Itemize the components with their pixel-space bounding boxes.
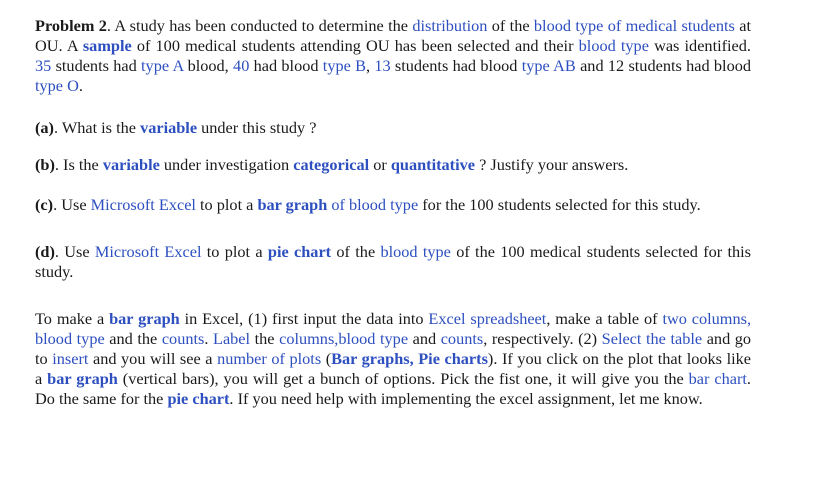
text: the bbox=[250, 329, 280, 348]
keyword: 13 bbox=[374, 56, 391, 75]
question-label: (c) bbox=[35, 195, 54, 214]
text: To make a bbox=[35, 309, 110, 328]
text: and the bbox=[104, 329, 162, 348]
keyword: bar graph bbox=[109, 309, 180, 328]
text: or bbox=[369, 155, 391, 174]
text: and bbox=[408, 329, 441, 348]
question-label: (a) bbox=[35, 118, 54, 137]
text: had blood bbox=[249, 56, 323, 75]
text: . Do the same for the bbox=[35, 369, 751, 408]
question-b bbox=[35, 155, 751, 175]
problem-statement bbox=[35, 16, 751, 96]
keyword: blood type of medical students bbox=[533, 16, 735, 35]
keyword: Microsoft Excel bbox=[94, 242, 202, 261]
keyword: number of plots bbox=[217, 349, 322, 368]
instructions-paragraph bbox=[35, 309, 751, 409]
keyword: bar graph bbox=[47, 369, 118, 388]
document-body bbox=[35, 16, 751, 409]
text: . Use bbox=[54, 242, 95, 261]
text: . A study has been conducted to determine the bbox=[106, 16, 413, 35]
text: and 12 students had blood bbox=[575, 56, 751, 75]
text: . bbox=[204, 329, 213, 348]
keyword: Excel spreadsheet bbox=[428, 309, 547, 328]
text: for the 100 students selected for this study. bbox=[418, 195, 701, 214]
keyword: counts bbox=[161, 329, 205, 348]
text: ). If you click on the plot that looks like a bbox=[35, 349, 751, 388]
text: . If you need help with implementing the excel assignment, let me know. bbox=[229, 389, 703, 408]
text: ( bbox=[321, 349, 332, 368]
keyword: pie chart bbox=[167, 389, 230, 408]
text: to plot a bbox=[201, 242, 268, 261]
text: (vertical bars), you will get a bunch of options. Pick the fist one, it will give you the bbox=[117, 369, 689, 388]
keyword: distribution bbox=[412, 16, 488, 35]
question-label: (b) bbox=[35, 155, 55, 174]
keyword: type A bbox=[141, 56, 184, 75]
keyword: counts bbox=[440, 329, 484, 348]
keyword: Label bbox=[213, 329, 251, 348]
keyword: insert bbox=[52, 349, 89, 368]
keyword: bar chart bbox=[688, 369, 747, 388]
text: and you will see a bbox=[88, 349, 218, 368]
text: to plot a bbox=[195, 195, 258, 214]
keyword: quantitative bbox=[390, 155, 475, 174]
text: under investigation bbox=[159, 155, 294, 174]
question-d bbox=[35, 242, 751, 282]
text: of the bbox=[487, 16, 534, 35]
keyword: 35 bbox=[35, 56, 52, 75]
text: . bbox=[78, 76, 83, 95]
keyword: pie chart bbox=[267, 242, 332, 261]
text: . What is the bbox=[53, 118, 141, 137]
text: , make a table of bbox=[546, 309, 663, 328]
text: , bbox=[365, 56, 375, 75]
keyword: 40 bbox=[233, 56, 250, 75]
text: in Excel, (1) first input the data into bbox=[179, 309, 429, 328]
question-label: (d) bbox=[35, 242, 55, 261]
keyword: categorical bbox=[293, 155, 370, 174]
text: of the bbox=[331, 242, 381, 261]
text: , respectively. (2) bbox=[483, 329, 602, 348]
question-a bbox=[35, 118, 751, 138]
keyword: blood type bbox=[578, 36, 649, 55]
problem-label: Problem 2 bbox=[35, 16, 107, 35]
text: under this study ? bbox=[197, 118, 317, 137]
keyword: sample bbox=[82, 36, 132, 55]
text: ? Justify your answers. bbox=[475, 155, 629, 174]
text: was identified. bbox=[648, 36, 751, 55]
text: at OU. A bbox=[35, 16, 751, 55]
text: and go to bbox=[35, 329, 752, 368]
keyword: Bar graphs, Pie charts bbox=[331, 349, 488, 368]
keyword: bar graph bbox=[257, 195, 328, 214]
keyword: Microsoft Excel bbox=[90, 195, 196, 214]
keyword: type O bbox=[35, 76, 79, 95]
keyword: of blood type bbox=[331, 195, 419, 214]
question-c bbox=[35, 195, 751, 215]
text: blood, bbox=[183, 56, 234, 75]
keyword: blood type bbox=[380, 242, 451, 261]
text: students had blood bbox=[390, 56, 522, 75]
text: of the 100 medical students selected for this study. bbox=[35, 242, 752, 281]
keyword: variable bbox=[102, 155, 160, 174]
keyword: Select the table bbox=[601, 329, 703, 348]
text: students had bbox=[51, 56, 142, 75]
keyword: variable bbox=[140, 118, 198, 137]
keyword: type AB bbox=[521, 56, 576, 75]
text: . Use bbox=[53, 195, 91, 214]
text: of 100 medical students attending OU has been selected and their bbox=[131, 36, 579, 55]
keyword: type B bbox=[322, 56, 366, 75]
keyword: two columns, blood type bbox=[35, 309, 752, 348]
keyword: columns,blood type bbox=[279, 329, 409, 348]
text: . Is the bbox=[54, 155, 103, 174]
